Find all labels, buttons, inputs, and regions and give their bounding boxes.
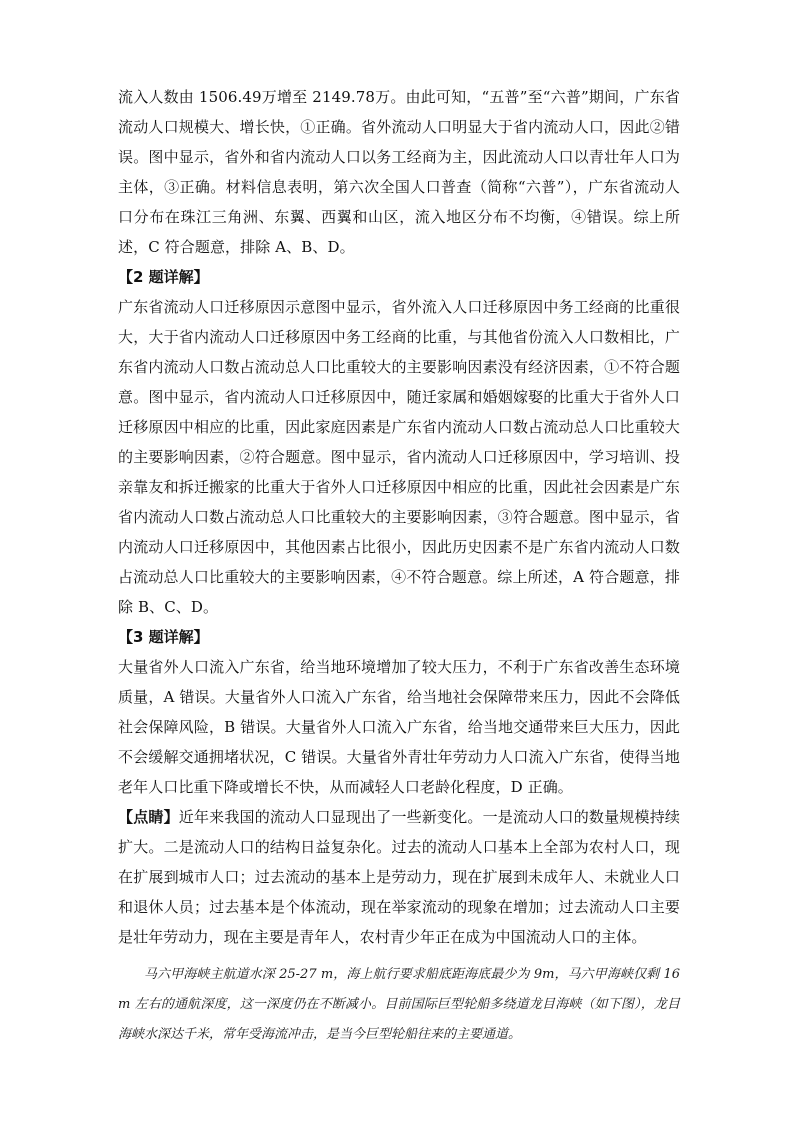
question-2-heading: 【2 题详解】	[118, 268, 209, 286]
question-3-explanation: 大量省外人口流入广东省，给当地环境增加了较大压力，不利于广东省改善生态环境质量，A 错误。大量省外人口流入广东省，给当地社会保障带来压力，因此不会降低社会保障风险，B 错误。大量省外人口流入广东省，给当地交通带来巨大压力，因此不会缓解交通拥堵状况，C 错误。大量省外青壮年劳动力人口流入广东省，使得当地老年人口比重下降或增长不快，从而减轻人口老龄化程度，D 正确。	[118, 658, 680, 796]
question-2-explanation: 广东省流动人口迁移原因示意图中显示，省外流入人口迁移原因中务工经商的比重很大，大于省内流动人口迁移原因中务工经商的比重，与其他省份流入人口数相比，广东省内流动人口数占流动总人口比重较大的主要影响因素没有经济因素，①不符合题意。图中显示，省内流动人口迁移原因中，随迁家属和婚姻嫁娶的比重大于省外人口迁移原因中相应的比重，因此家庭因素是广东省内流动人口数占流动总人口比重较大的主要影响因素，②符合题意。图中显示，省内流动人口迁移原因中，学习培训、投亲靠友和拆迁搬家的比重大于省外人口迁移原因中相应的比重，因此社会因素是广东省内流动人口数占流动总人口比重较大的主要影响因素，③符合题意。图中显示，省内流动人口迁移原因中，其他因素占比很小，因此历史因素不是广东省内流动人口数占流动总人口比重较大的主要影响因素，④不符合题意。综上所述，A 符合题意，排除 B、C、D。	[118, 298, 680, 616]
reading-passage: 马六甲海峡主航道水深 25-27 m，海上航行要求船底距海底最少为 9m，马六甲海峡仅剩 16 m 左右的通航深度，这一深度仍在不断减小。目前国际巨型轮船多绕道龙目海峡（如下图），龙目 海峡水深达千米，常年受海流冲击，是当今巨型轮船往来的主要通道。	[118, 967, 680, 1042]
page-content	[118, 82, 680, 1050]
tip-body: 近年来我国的流动人口显现出了一些新变化。一是流动人口的数量规模持续扩大。二是流动人口的结构日益复杂化。过去的流动人口基本上全部为农村人口，现在扩展到城市人口；过去流动的基本上是劳动力，现在扩展到未成年人、未就业人口和退休人员；过去基本是个体流动，现在举家流动的现象在增加；过去流动人口主要是壮年劳动力，现在主要是青年人，农村青少年正在成为中国流动人口的主体。	[118, 808, 680, 946]
tip-paragraph	[118, 802, 680, 952]
question-1-explanation-tail: 流入人数由 1506.49万增至 2149.78万。由此可知，“五普”至“六普”期间，广东省流动人口规模大、增长快，①正确。省外流动人口明显大于省内流动人口，因此②错误。图中显示，省外和省内流动人口以务工经商为主，因此流动人口以青壮年人口为主体，③正确。材料信息表明，第六次全国人口普查（简称“六普”），广东省流动人口分布在珠江三角洲、东翼、西翼和山区，流入地区分布不均衡，④错误。综上所述，C 符合题意，排除 A、B、D。	[118, 88, 680, 256]
tip-label: 【点睛】	[118, 808, 179, 826]
question-3-heading: 【3 题详解】	[118, 628, 209, 646]
